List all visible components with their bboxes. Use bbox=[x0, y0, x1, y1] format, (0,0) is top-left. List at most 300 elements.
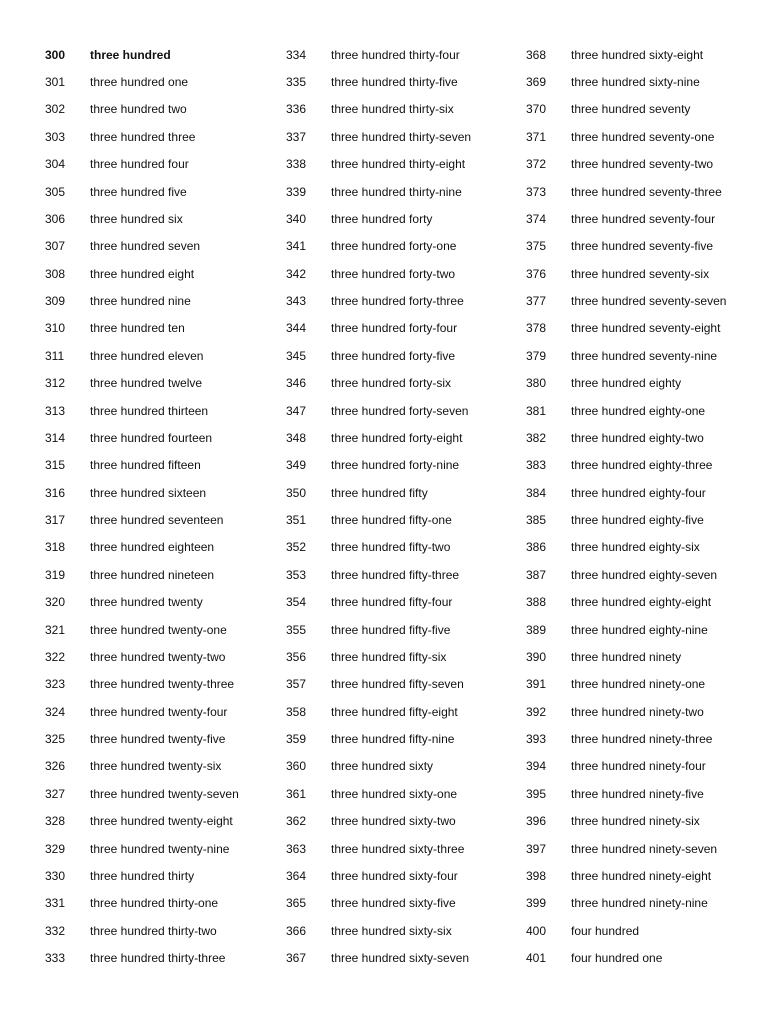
number-value: 330 bbox=[45, 868, 66, 883]
number-value: 326 bbox=[45, 759, 66, 774]
number-words: three hundred forty-five bbox=[331, 348, 456, 363]
number-value: 371 bbox=[526, 129, 547, 144]
number-words: three hundred thirty-five bbox=[331, 75, 458, 90]
number-entry bbox=[45, 287, 275, 314]
number-value: 368 bbox=[526, 47, 547, 62]
number-value: 320 bbox=[45, 595, 66, 610]
number-entry bbox=[286, 233, 516, 260]
number-words: three hundred seventeen bbox=[90, 513, 224, 528]
number-value: 352 bbox=[286, 540, 307, 555]
number-words: three hundred ninety-four bbox=[571, 759, 706, 774]
number-words: three hundred fifty-five bbox=[331, 622, 451, 637]
number-entry bbox=[526, 589, 756, 616]
number-entry bbox=[526, 917, 756, 944]
number-entry bbox=[526, 260, 756, 287]
number-words: three hundred one bbox=[90, 75, 189, 90]
number-entry bbox=[45, 452, 275, 479]
number-words: three hundred ninety-one bbox=[571, 677, 706, 692]
number-words: three hundred seventy-seven bbox=[571, 294, 727, 309]
number-value: 345 bbox=[286, 348, 307, 363]
number-entry bbox=[286, 616, 516, 643]
number-value: 347 bbox=[286, 403, 307, 418]
number-entry bbox=[45, 370, 275, 397]
number-entry bbox=[286, 534, 516, 561]
number-entry bbox=[45, 506, 275, 533]
number-entry bbox=[526, 452, 756, 479]
number-words: three hundred seventy-five bbox=[571, 239, 714, 254]
number-words: three hundred forty-eight bbox=[331, 430, 463, 445]
number-value: 341 bbox=[286, 239, 307, 254]
number-entry bbox=[286, 452, 516, 479]
number-entry bbox=[526, 205, 756, 232]
number-value: 312 bbox=[45, 376, 66, 391]
number-value: 376 bbox=[526, 266, 547, 281]
number-entry bbox=[526, 698, 756, 725]
number-words: three hundred thirty-seven bbox=[331, 129, 472, 144]
number-entry bbox=[286, 862, 516, 889]
number-value: 316 bbox=[45, 485, 66, 500]
number-entry bbox=[45, 151, 275, 178]
number-value: 343 bbox=[286, 294, 307, 309]
number-words: four hundred one bbox=[571, 951, 663, 966]
number-words: three hundred twenty-seven bbox=[90, 786, 239, 801]
number-words: three hundred eighty-three bbox=[571, 458, 713, 473]
number-entry bbox=[526, 671, 756, 698]
number-value: 302 bbox=[45, 102, 66, 117]
number-value: 388 bbox=[526, 595, 547, 610]
number-value: 311 bbox=[45, 348, 65, 363]
column-1 bbox=[45, 41, 275, 972]
number-entry bbox=[45, 178, 275, 205]
number-value: 370 bbox=[526, 102, 547, 117]
number-value: 348 bbox=[286, 430, 307, 445]
number-entry bbox=[526, 944, 756, 971]
number-value: 373 bbox=[526, 184, 547, 199]
number-entry bbox=[286, 561, 516, 588]
number-value: 353 bbox=[286, 567, 307, 582]
number-value: 359 bbox=[286, 732, 307, 747]
number-words: three hundred ninety-six bbox=[571, 814, 700, 829]
number-value: 304 bbox=[45, 157, 66, 172]
number-words: three hundred fifty bbox=[331, 485, 428, 500]
number-words: three hundred eighty-nine bbox=[571, 622, 708, 637]
number-words: three hundred fifty-eight bbox=[331, 704, 458, 719]
number-value: 397 bbox=[526, 841, 547, 856]
number-words: three hundred ninety-eight bbox=[571, 868, 712, 883]
number-value: 322 bbox=[45, 649, 66, 664]
number-entry bbox=[45, 862, 275, 889]
number-entry bbox=[286, 342, 516, 369]
number-entry bbox=[286, 643, 516, 670]
number-value: 317 bbox=[45, 513, 66, 528]
number-words: three hundred ninety-seven bbox=[571, 841, 718, 856]
number-words: three hundred ninety-three bbox=[571, 732, 713, 747]
number-words: three hundred thirty-six bbox=[331, 102, 454, 117]
number-value: 364 bbox=[286, 868, 307, 883]
number-words: three hundred sixty-four bbox=[331, 868, 458, 883]
number-entry bbox=[526, 780, 756, 807]
number-entry bbox=[45, 944, 275, 971]
number-entry bbox=[286, 397, 516, 424]
number-words: three hundred seventy bbox=[571, 102, 691, 117]
number-words: three hundred twenty-two bbox=[90, 649, 226, 664]
number-entry bbox=[45, 835, 275, 862]
number-value: 310 bbox=[45, 321, 66, 336]
number-value: 395 bbox=[526, 786, 547, 801]
number-entry bbox=[526, 753, 756, 780]
number-value: 339 bbox=[286, 184, 307, 199]
number-entry bbox=[526, 233, 756, 260]
number-words: three hundred eighty-one bbox=[571, 403, 706, 418]
number-value: 396 bbox=[526, 814, 547, 829]
number-words: three hundred fifteen bbox=[90, 458, 201, 473]
number-value: 349 bbox=[286, 458, 307, 473]
number-words: three hundred eleven bbox=[90, 348, 204, 363]
number-words: three hundred sixty-six bbox=[331, 923, 452, 938]
number-value: 362 bbox=[286, 814, 307, 829]
number-entry bbox=[286, 835, 516, 862]
number-words: three hundred seventy-four bbox=[571, 211, 716, 226]
number-entry bbox=[45, 397, 275, 424]
number-value: 328 bbox=[45, 814, 66, 829]
number-entry bbox=[45, 342, 275, 369]
number-words: three hundred thirty-eight bbox=[331, 157, 466, 172]
number-value: 301 bbox=[45, 75, 66, 90]
number-value: 308 bbox=[45, 266, 66, 281]
number-value: 386 bbox=[526, 540, 547, 555]
number-entry bbox=[45, 41, 275, 68]
number-words: three hundred fifty-nine bbox=[331, 732, 455, 747]
number-value: 392 bbox=[526, 704, 547, 719]
number-words: three hundred forty-four bbox=[331, 321, 458, 336]
number-words: three hundred sixty-nine bbox=[571, 75, 700, 90]
number-value: 383 bbox=[526, 458, 547, 473]
number-value: 344 bbox=[286, 321, 307, 336]
number-words: three hundred eighty-seven bbox=[571, 567, 718, 582]
number-words: three hundred fifty-seven bbox=[331, 677, 464, 692]
number-entry bbox=[286, 671, 516, 698]
number-entry bbox=[45, 123, 275, 150]
number-entry bbox=[526, 835, 756, 862]
number-value: 303 bbox=[45, 129, 66, 144]
number-value: 340 bbox=[286, 211, 307, 226]
number-value: 309 bbox=[45, 294, 66, 309]
number-words: three hundred six bbox=[90, 211, 183, 226]
number-value: 313 bbox=[45, 403, 66, 418]
number-entry bbox=[286, 96, 516, 123]
number-entry bbox=[45, 643, 275, 670]
number-entry bbox=[526, 890, 756, 917]
number-words: four hundred bbox=[571, 923, 640, 938]
number-entry bbox=[286, 370, 516, 397]
number-entry bbox=[45, 753, 275, 780]
number-words: three hundred twenty-nine bbox=[90, 841, 230, 856]
number-value: 336 bbox=[286, 102, 307, 117]
number-words: three hundred thirty-three bbox=[90, 951, 226, 966]
number-entry bbox=[286, 917, 516, 944]
number-words: three hundred ninety-two bbox=[571, 704, 704, 719]
number-entry bbox=[286, 506, 516, 533]
number-entry bbox=[45, 68, 275, 95]
number-entry bbox=[45, 479, 275, 506]
number-value: 351 bbox=[286, 513, 307, 528]
number-value: 366 bbox=[286, 923, 307, 938]
number-words: three hundred sixty-seven bbox=[331, 951, 470, 966]
number-value: 367 bbox=[286, 951, 307, 966]
number-value: 372 bbox=[526, 157, 547, 172]
number-entry bbox=[526, 534, 756, 561]
number-value: 333 bbox=[45, 951, 66, 966]
number-value: 379 bbox=[526, 348, 547, 363]
number-words: three hundred twenty-one bbox=[90, 622, 227, 637]
number-words: three hundred ten bbox=[90, 321, 185, 336]
number-entry bbox=[45, 671, 275, 698]
number-entry bbox=[286, 205, 516, 232]
number-value: 315 bbox=[45, 458, 66, 473]
number-words: three hundred seventy-eight bbox=[571, 321, 721, 336]
number-value: 398 bbox=[526, 868, 547, 883]
number-value: 357 bbox=[286, 677, 307, 692]
number-entry bbox=[286, 151, 516, 178]
number-words: three hundred four bbox=[90, 157, 189, 172]
number-value: 329 bbox=[45, 841, 66, 856]
number-words: three hundred bbox=[90, 47, 171, 62]
number-value: 338 bbox=[286, 157, 307, 172]
number-words: three hundred fifty-six bbox=[331, 649, 447, 664]
number-value: 385 bbox=[526, 513, 547, 528]
number-value: 377 bbox=[526, 294, 547, 309]
number-words: three hundred nine bbox=[90, 294, 191, 309]
number-entry bbox=[45, 534, 275, 561]
number-entry bbox=[526, 178, 756, 205]
number-entry bbox=[286, 479, 516, 506]
number-words: three hundred seventy-three bbox=[571, 184, 722, 199]
number-value: 327 bbox=[45, 786, 66, 801]
number-entry bbox=[526, 397, 756, 424]
number-value: 400 bbox=[526, 923, 547, 938]
number-words: three hundred eighty-five bbox=[571, 513, 704, 528]
number-words: three hundred twenty-six bbox=[90, 759, 222, 774]
number-entry bbox=[286, 753, 516, 780]
number-entry bbox=[526, 151, 756, 178]
number-value: 342 bbox=[286, 266, 307, 281]
number-entry bbox=[45, 698, 275, 725]
number-entry bbox=[286, 287, 516, 314]
number-entry bbox=[45, 616, 275, 643]
number-entry bbox=[286, 780, 516, 807]
number-words: three hundred thirty-four bbox=[331, 47, 460, 62]
number-value: 335 bbox=[286, 75, 307, 90]
number-words: three hundred fifty-one bbox=[331, 513, 452, 528]
number-entry bbox=[526, 725, 756, 752]
number-entry bbox=[45, 233, 275, 260]
number-words: three hundred seventy-one bbox=[571, 129, 715, 144]
number-value: 331 bbox=[45, 896, 66, 911]
number-entry bbox=[45, 315, 275, 342]
number-words: three hundred fifty-three bbox=[331, 567, 460, 582]
number-entry bbox=[526, 561, 756, 588]
number-value: 393 bbox=[526, 732, 547, 747]
number-words: three hundred two bbox=[90, 102, 187, 117]
number-words: three hundred eighty bbox=[571, 376, 682, 391]
number-entry bbox=[286, 41, 516, 68]
number-value: 319 bbox=[45, 567, 66, 582]
number-words: three hundred ninety-nine bbox=[571, 896, 708, 911]
number-words: three hundred eighty-eight bbox=[571, 595, 712, 610]
number-words: three hundred twenty bbox=[90, 595, 203, 610]
number-value: 346 bbox=[286, 376, 307, 391]
number-words: three hundred thirty bbox=[90, 868, 195, 883]
number-value: 355 bbox=[286, 622, 307, 637]
number-value: 384 bbox=[526, 485, 547, 500]
number-entry bbox=[286, 698, 516, 725]
number-value: 318 bbox=[45, 540, 66, 555]
number-entry bbox=[45, 917, 275, 944]
number-entry bbox=[286, 589, 516, 616]
number-words: three hundred sixty-three bbox=[331, 841, 465, 856]
number-value: 380 bbox=[526, 376, 547, 391]
number-value: 381 bbox=[526, 403, 547, 418]
number-words: three hundred thirty-two bbox=[90, 923, 217, 938]
number-words: three hundred forty-three bbox=[331, 294, 464, 309]
number-value: 363 bbox=[286, 841, 307, 856]
number-value: 394 bbox=[526, 759, 547, 774]
number-words: three hundred forty-two bbox=[331, 266, 456, 281]
number-entry bbox=[45, 808, 275, 835]
number-words: three hundred twelve bbox=[90, 376, 203, 391]
number-entry bbox=[526, 862, 756, 889]
number-value: 374 bbox=[526, 211, 547, 226]
number-value: 307 bbox=[45, 239, 66, 254]
number-words: three hundred forty bbox=[331, 211, 433, 226]
number-entry bbox=[286, 808, 516, 835]
number-value: 358 bbox=[286, 704, 307, 719]
number-words: three hundred sixty-one bbox=[331, 786, 458, 801]
number-value: 325 bbox=[45, 732, 66, 747]
number-entry bbox=[526, 315, 756, 342]
number-words: three hundred thirteen bbox=[90, 403, 209, 418]
number-value: 337 bbox=[286, 129, 307, 144]
number-value: 306 bbox=[45, 211, 66, 226]
number-value: 334 bbox=[286, 47, 307, 62]
number-words: three hundred forty-six bbox=[331, 376, 452, 391]
number-value: 390 bbox=[526, 649, 547, 664]
number-words: three hundred twenty-eight bbox=[90, 814, 233, 829]
number-words: three hundred forty-nine bbox=[331, 458, 460, 473]
number-entry bbox=[286, 178, 516, 205]
number-words: three hundred twenty-four bbox=[90, 704, 228, 719]
number-words: three hundred ninety bbox=[571, 649, 682, 664]
number-value: 314 bbox=[45, 430, 66, 445]
number-entry bbox=[45, 205, 275, 232]
number-value: 375 bbox=[526, 239, 547, 254]
number-entry bbox=[286, 944, 516, 971]
number-value: 382 bbox=[526, 430, 547, 445]
number-entry bbox=[45, 589, 275, 616]
number-value: 361 bbox=[286, 786, 307, 801]
number-value: 356 bbox=[286, 649, 307, 664]
number-entry bbox=[526, 479, 756, 506]
number-entry bbox=[45, 96, 275, 123]
number-words: three hundred ninety-five bbox=[571, 786, 704, 801]
number-entry bbox=[526, 342, 756, 369]
number-words: three hundred sixty-two bbox=[331, 814, 456, 829]
number-words: three hundred eighty-two bbox=[571, 430, 704, 445]
number-entry bbox=[286, 890, 516, 917]
number-words: three hundred forty-seven bbox=[331, 403, 469, 418]
number-words: three hundred sixty-five bbox=[331, 896, 456, 911]
number-entry bbox=[526, 616, 756, 643]
number-words: three hundred fourteen bbox=[90, 430, 213, 445]
number-entry bbox=[526, 808, 756, 835]
number-words: three hundred thirty-nine bbox=[331, 184, 462, 199]
number-words: three hundred seventy-six bbox=[571, 266, 710, 281]
number-entry bbox=[526, 643, 756, 670]
number-words: three hundred sixty-eight bbox=[571, 47, 704, 62]
number-entry bbox=[286, 315, 516, 342]
number-entry bbox=[526, 96, 756, 123]
number-entry bbox=[526, 41, 756, 68]
number-value: 389 bbox=[526, 622, 547, 637]
number-words: three hundred fifty-four bbox=[331, 595, 453, 610]
number-entry bbox=[526, 424, 756, 451]
number-entry bbox=[45, 890, 275, 917]
number-words: three hundred thirty-one bbox=[90, 896, 219, 911]
number-value: 365 bbox=[286, 896, 307, 911]
number-entry bbox=[45, 260, 275, 287]
number-entry bbox=[526, 370, 756, 397]
number-entry bbox=[526, 287, 756, 314]
number-value: 387 bbox=[526, 567, 547, 582]
number-words: three hundred fifty-two bbox=[331, 540, 451, 555]
number-value: 399 bbox=[526, 896, 547, 911]
number-entry bbox=[526, 68, 756, 95]
number-words: three hundred sixteen bbox=[90, 485, 207, 500]
number-entry bbox=[45, 561, 275, 588]
number-words: three hundred eighteen bbox=[90, 540, 215, 555]
number-value: 391 bbox=[526, 677, 547, 692]
number-entry bbox=[286, 424, 516, 451]
number-value: 323 bbox=[45, 677, 66, 692]
number-words: three hundred forty-one bbox=[331, 239, 457, 254]
column-3 bbox=[526, 41, 756, 972]
number-entry bbox=[526, 506, 756, 533]
number-value: 305 bbox=[45, 184, 66, 199]
number-value: 369 bbox=[526, 75, 547, 90]
number-words: three hundred five bbox=[90, 184, 187, 199]
number-words: three hundred eight bbox=[90, 266, 195, 281]
number-entry bbox=[45, 780, 275, 807]
number-value: 360 bbox=[286, 759, 307, 774]
number-words: three hundred nineteen bbox=[90, 567, 215, 582]
number-value: 350 bbox=[286, 485, 307, 500]
number-value: 300 bbox=[45, 47, 66, 62]
number-words: three hundred seventy-two bbox=[571, 157, 714, 172]
number-entry bbox=[286, 123, 516, 150]
number-words: three hundred three bbox=[90, 129, 196, 144]
number-words: three hundred eighty-four bbox=[571, 485, 706, 500]
number-words: three hundred seventy-nine bbox=[571, 348, 718, 363]
number-words: three hundred seven bbox=[90, 239, 201, 254]
number-entry bbox=[286, 725, 516, 752]
number-value: 324 bbox=[45, 704, 66, 719]
number-entry bbox=[286, 68, 516, 95]
number-entry bbox=[45, 424, 275, 451]
number-entry bbox=[526, 123, 756, 150]
number-words: three hundred twenty-three bbox=[90, 677, 235, 692]
number-value: 321 bbox=[45, 622, 66, 637]
number-value: 332 bbox=[45, 923, 66, 938]
